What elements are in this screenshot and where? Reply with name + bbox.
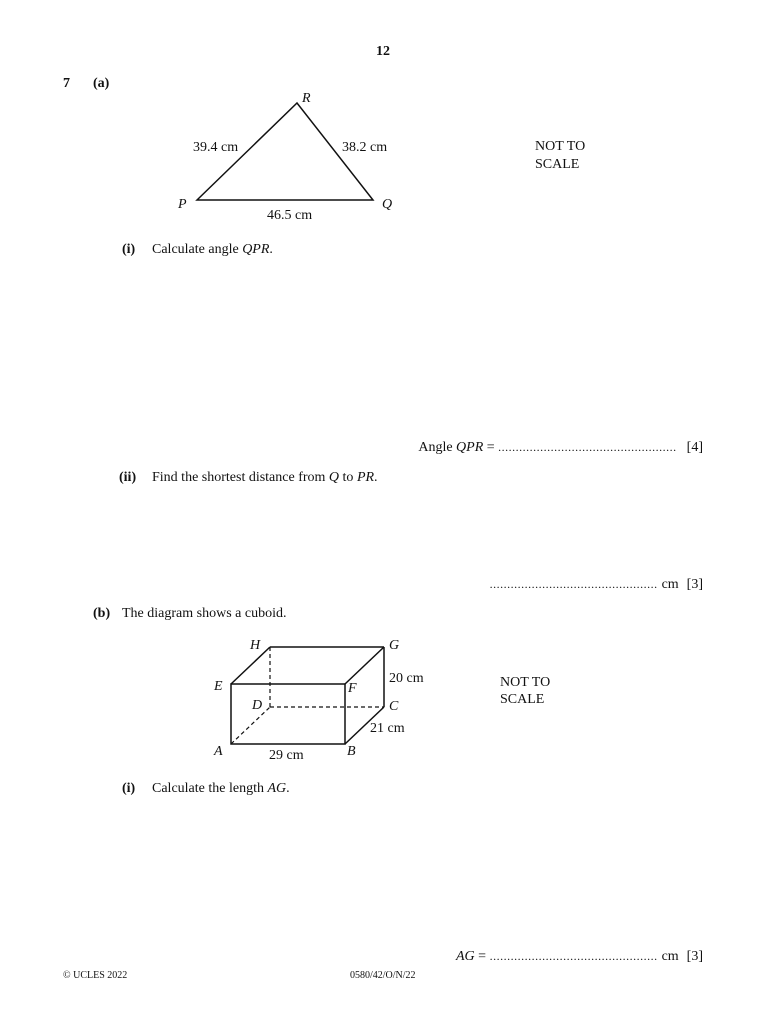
vertex-e-label: E [214,679,223,694]
part-a-i-text-prefix: Calculate angle [152,242,243,257]
marks-a-i: [4] [686,440,703,455]
vertex-b-label: B [347,744,356,759]
footer-paper-code: 0580/42/O/N/22 [350,970,416,981]
answer-a-i-italic: QPR [456,440,484,455]
not-to-scale-b-line1: NOT TO [500,675,551,690]
part-a-ii-text-mid: to [339,470,357,485]
part-a-ii-text-italic-1: Q [328,470,340,485]
answer-a-i-prefix: Angle [418,440,457,455]
part-b-i-question [152,781,290,797]
part-b-label: (b) [93,606,111,621]
part-b-i-label: (i) [122,781,136,796]
cuboid-front-face [231,684,345,744]
vertex-f-label: F [348,681,357,696]
side-pr-label: 39.4 cm [193,140,239,155]
vertex-p-label: P [178,197,187,212]
part-b-text: The diagram shows a cuboid. [122,606,287,621]
vertex-q-label: Q [382,197,393,212]
cuboid-height-label: 20 cm [389,671,424,686]
answer-b-i-italic: AG [455,949,475,964]
part-b-i-text-prefix: Calculate the length [152,781,268,796]
answer-b-i-equals: = [474,949,490,964]
marks-a-ii: [3] [686,577,703,592]
part-a-ii-text-prefix: Find the shortest distance from [152,470,329,485]
question-number: 7 [63,76,70,91]
vertex-r-label: R [302,91,311,106]
vertex-h-label: H [250,638,261,653]
answer-a-ii-field[interactable]: ................................................ [489,577,658,591]
not-to-scale-a-line2: SCALE [535,157,580,172]
answer-b-i-unit: cm [661,949,679,964]
vertex-d-label: D [252,698,263,713]
page-number: 12 [376,44,390,59]
side-pq-label: 46.5 cm [267,208,313,223]
part-a-label: (a) [93,76,110,91]
answer-b-i-field[interactable]: ................................................ [489,949,658,963]
not-to-scale-a-line1: NOT TO [535,139,586,154]
part-a-i-label: (i) [122,242,136,257]
edge-ad-hidden [231,707,270,744]
part-b-i-text-italic: AG [267,781,287,796]
part-a-i-text-italic: QPR [242,242,270,257]
marks-b-i: [3] [686,949,703,964]
vertex-a-label: A [214,744,223,759]
answer-a-i-field[interactable]: ................................................... [498,440,677,454]
part-a-ii-label: (ii) [119,470,137,485]
vertex-g-label: G [389,638,400,653]
part-a-i-text-suffix: . [269,242,273,257]
side-qr-label: 38.2 cm [342,140,388,155]
cuboid-width-label: 21 cm [370,721,405,736]
footer-copyright: © UCLES 2022 [63,970,128,981]
answer-a-ii-unit: cm [661,577,679,592]
part-b-i-text-suffix: . [286,781,290,796]
not-to-scale-b-line2: SCALE [500,692,545,707]
answer-a-i-equals: = [483,440,499,455]
vertex-c-label: C [389,699,399,714]
part-a-ii-text-italic-2: PR [356,470,375,485]
part-b-i-answer-line [456,949,703,965]
cuboid-length-label: 29 cm [269,748,304,763]
edge-fg [345,647,384,684]
part-a-ii-text-suffix: . [374,470,378,485]
